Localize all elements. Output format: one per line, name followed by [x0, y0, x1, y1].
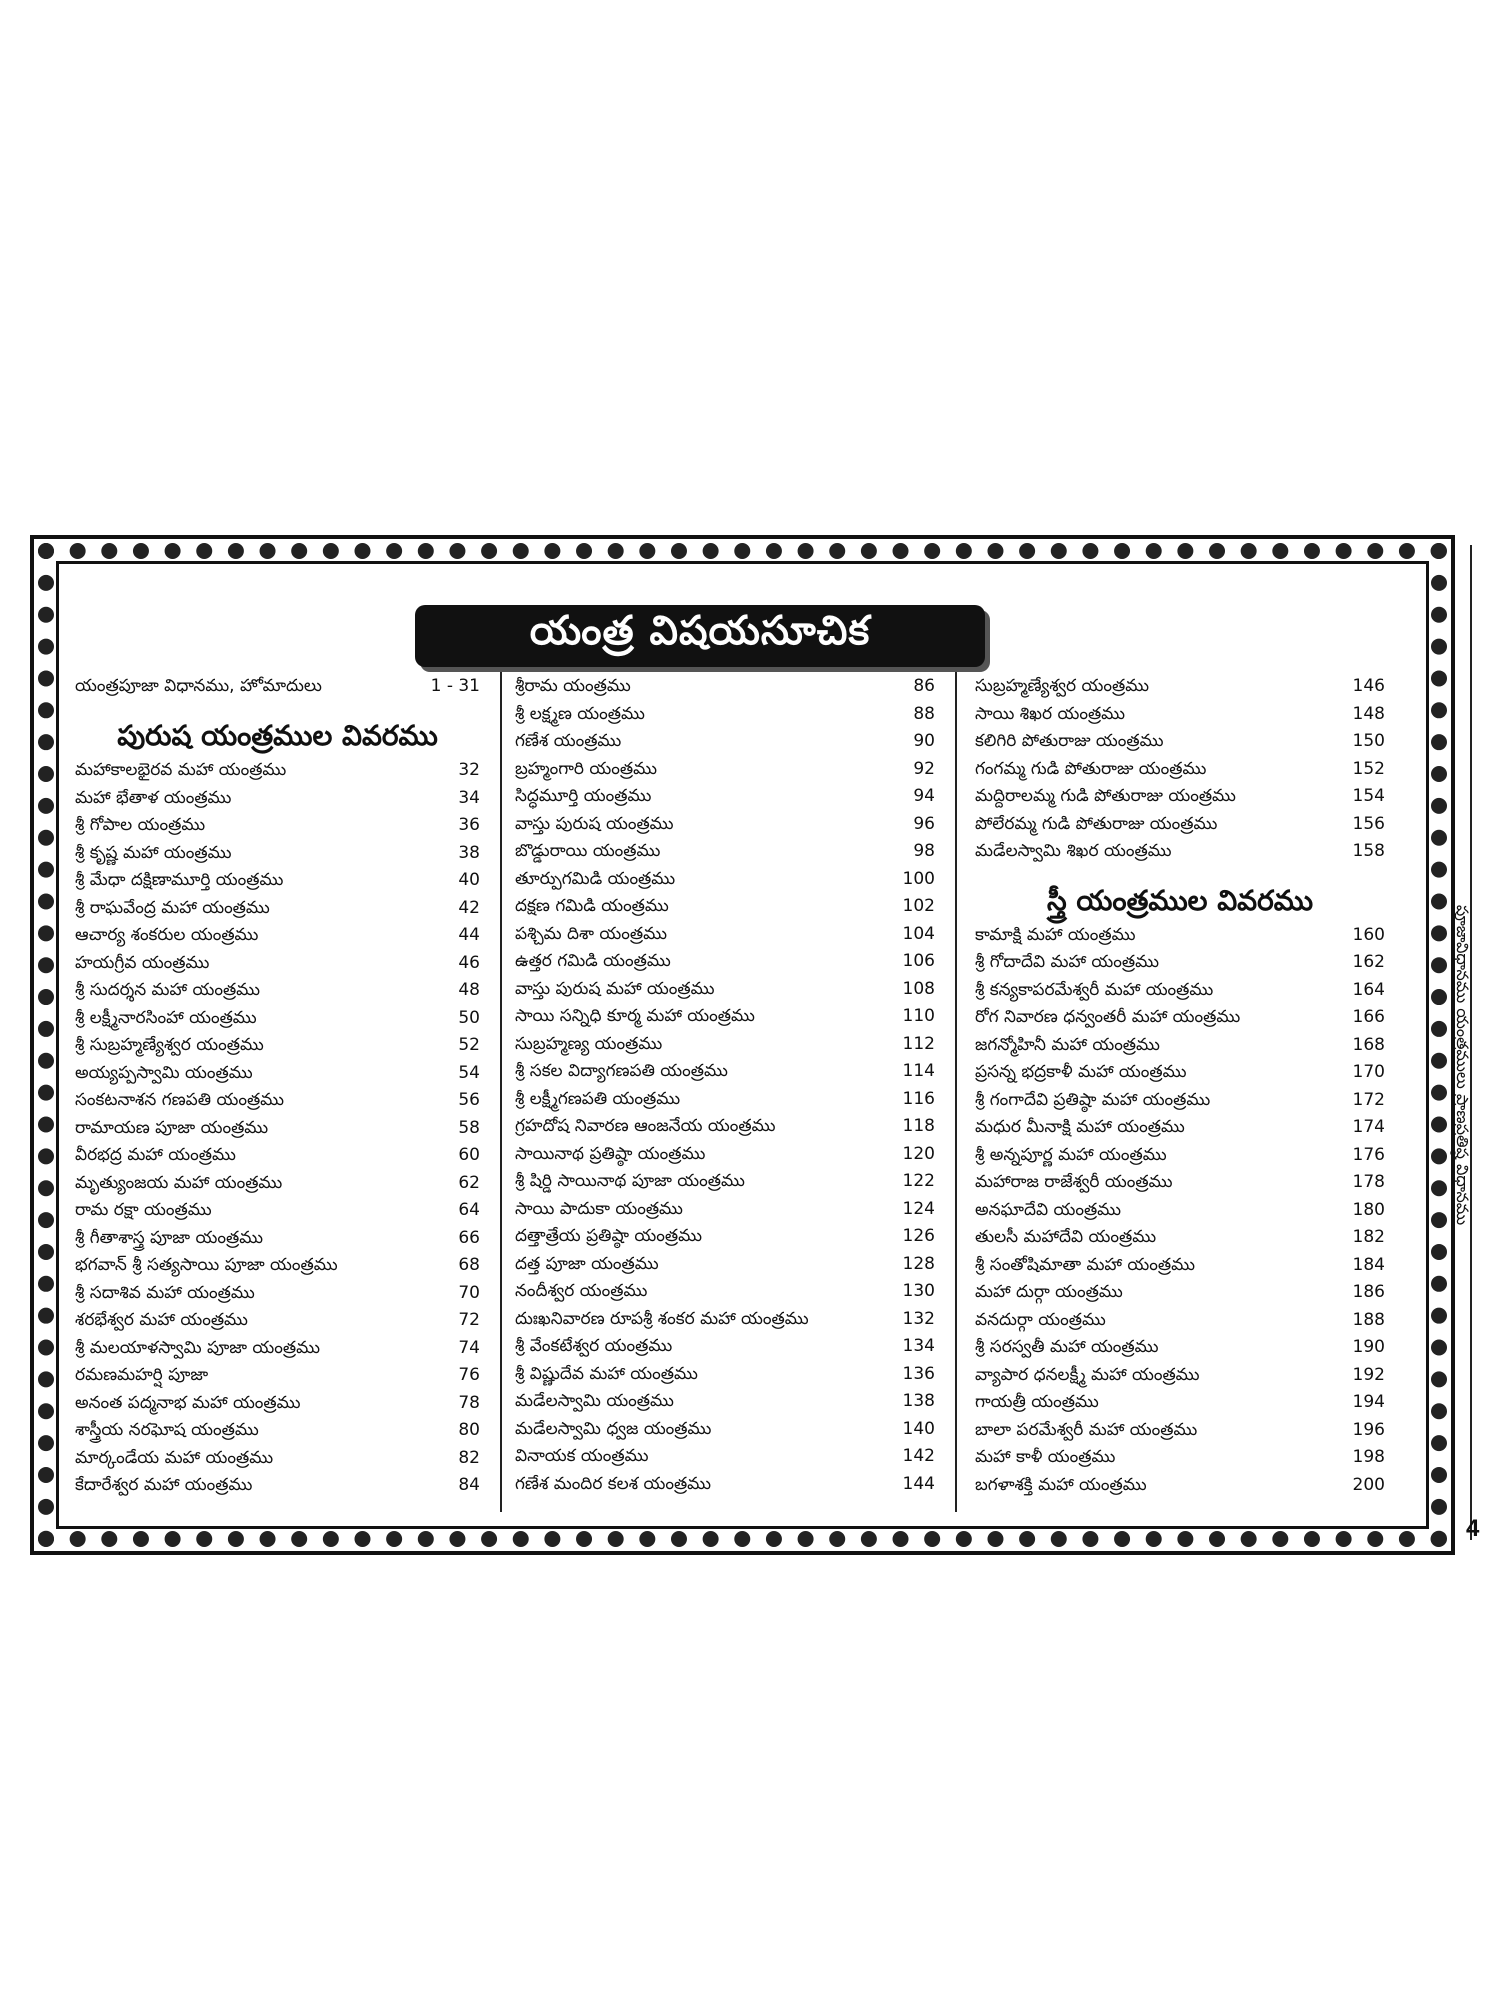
toc-entry — [975, 1310, 1385, 1338]
toc-entry-label: శ్రీ లక్ష్మణ యంత్రము — [515, 703, 645, 724]
toc-entry-label: మడేలస్వామి యంత్రము — [515, 1391, 674, 1411]
toc-entry-page: 1 - 31 — [430, 676, 480, 696]
toc-entry-label: మడేలస్వామి ధ్వజ యంత్రము — [515, 1418, 712, 1439]
toc-entry — [975, 704, 1385, 732]
toc-entry-page: 126 — [902, 1226, 935, 1246]
toc-entry-label: యంత్రపూజా విధానము, హోమాదులు — [75, 676, 322, 696]
toc-entry-label: సాయి పాదుకా యంత్రము — [515, 1198, 683, 1219]
toc-entry-page: 190 — [1352, 1337, 1385, 1357]
toc-entry-page: 98 — [913, 841, 935, 861]
toc-entry — [75, 1310, 480, 1338]
toc-entry-page: 200 — [1352, 1474, 1385, 1495]
toc-entry-label: వ్యాపార ధనలక్ష్మీ మహా యంత్రము — [975, 1364, 1200, 1385]
toc-entry — [975, 1062, 1385, 1090]
toc-entry — [515, 1281, 935, 1309]
toc-entry — [75, 815, 480, 843]
toc-entry-label: మహాకాలభైరవ మహా యంత్రము — [75, 760, 287, 780]
toc-entry-page: 40 — [458, 870, 480, 890]
toc-column-2 — [515, 676, 935, 1512]
toc-entry-label: బొడ్డురాయి యంత్రము — [515, 841, 661, 861]
toc-entry — [975, 1365, 1385, 1393]
toc-entry-page: 104 — [902, 923, 935, 944]
toc-entry-label: హయగ్రీవ యంత్రము — [75, 952, 210, 973]
toc-entry-page: 34 — [458, 787, 480, 808]
toc-entry-label: శ్రీ వేంకటేశ్వర యంత్రము — [515, 1336, 673, 1356]
toc-entry-page: 38 — [458, 842, 480, 863]
page-title: యంత్ర విషయసూచిక — [415, 605, 985, 667]
toc-entry-page: 82 — [458, 1447, 480, 1468]
section-heading-female: స్త్రీ యంత్రముల వివరము — [1046, 883, 1314, 917]
toc-entry — [515, 841, 935, 869]
toc-entry-page: 112 — [902, 1033, 935, 1054]
toc-entry — [515, 896, 935, 924]
toc-entry-page: 66 — [458, 1227, 480, 1248]
toc-entry-page: 50 — [458, 1007, 480, 1028]
toc-entry — [975, 1420, 1385, 1448]
toc-entry-page: 58 — [458, 1117, 480, 1138]
toc-entry — [975, 759, 1385, 787]
toc-entry — [515, 924, 935, 952]
toc-entry-page: 154 — [1352, 786, 1385, 806]
toc-entry-page: 102 — [902, 896, 935, 916]
toc-entry-page: 54 — [458, 1062, 480, 1083]
toc-entry-label: సుబ్రహ్మణ్య యంత్రము — [515, 1033, 663, 1054]
column-divider-2 — [955, 672, 957, 1512]
toc-entry-page: 140 — [902, 1418, 935, 1439]
toc-entry — [75, 925, 480, 953]
toc-entry — [75, 843, 480, 871]
toc-entry-label: రోగ నివారణ ధన్వంతరీ మహా యంత్రము — [975, 1007, 1241, 1027]
toc-entry-label: దత్తాత్రేయ ప్రతిష్ఠా యంత్రము — [515, 1226, 702, 1246]
toc-entry — [975, 1392, 1385, 1420]
toc-entry-page: 162 — [1352, 952, 1385, 972]
toc-entry — [975, 1117, 1385, 1145]
toc-entry-label: శ్రీ సదాశివ మహా యంత్రము — [75, 1282, 255, 1303]
toc-entry-page: 72 — [458, 1310, 480, 1330]
toc-entry-page: 138 — [902, 1391, 935, 1411]
toc-entry-label: గణేశ మందిర కలశ యంత్రము — [515, 1473, 712, 1494]
toc-entry-page: 96 — [913, 813, 935, 834]
toc-entry-label: దత్త పూజా యంత్రము — [515, 1253, 659, 1274]
toc-entry-page: 134 — [902, 1336, 935, 1356]
toc-entry-page: 152 — [1352, 758, 1385, 779]
toc-entry — [975, 1227, 1385, 1255]
toc-entry — [515, 1364, 935, 1392]
toc-entry-label: మృత్యుంజయ మహా యంత్రము — [75, 1172, 283, 1193]
toc-entry-page: 172 — [1352, 1089, 1385, 1110]
toc-entry-label: బ్రహ్మంగారి యంత్రము — [515, 758, 657, 779]
toc-entry-label: వనదుర్గా యంత్రము — [975, 1309, 1106, 1330]
toc-entry-label: శ్రీ గంగాదేవి ప్రతిష్ఠా మహా యంత్రము — [975, 1089, 1211, 1110]
toc-entry — [975, 1172, 1385, 1200]
toc-entry-page: 48 — [458, 980, 480, 1000]
toc-entry — [75, 1255, 480, 1283]
toc-entry-label: సిద్ధమూర్తి యంత్రము — [515, 786, 652, 806]
toc-entry-page: 136 — [902, 1363, 935, 1384]
toc-entry — [75, 1228, 480, 1256]
toc-entry-page: 86 — [913, 676, 935, 696]
toc-entry-page: 170 — [1352, 1062, 1385, 1082]
toc-entry-label: శ్రీ గోదాదేవి మహా యంత్రము — [975, 952, 1159, 972]
toc-entry-label: ఆచార్య శంకరుల యంత్రము — [75, 925, 259, 945]
toc-entry-page: 62 — [458, 1172, 480, 1193]
toc-entry-label: గ్రహదోష నివారణ ఆంజనేయ యంత్రము — [515, 1116, 776, 1136]
toc-entry-page: 46 — [458, 952, 480, 973]
toc-entry-page: 74 — [458, 1337, 480, 1358]
toc-entry — [515, 1144, 935, 1172]
toc-entry-label: తూర్పుగమిడి యంత్రము — [515, 868, 676, 889]
toc-entry-page: 90 — [913, 731, 935, 751]
column-divider-1 — [500, 672, 502, 1512]
toc-entry-page: 118 — [902, 1116, 935, 1136]
toc-list-male-end — [975, 676, 1385, 869]
toc-entry-page: 146 — [1352, 676, 1385, 696]
toc-entry — [975, 786, 1385, 814]
toc-entry-label: దక్షణ గమిడి యంత్రము — [515, 896, 669, 916]
toc-entry — [515, 869, 935, 897]
toc-entry-label: పశ్చిమ దిశా యంత్రము — [515, 923, 667, 944]
toc-entry-page: 186 — [1352, 1282, 1385, 1302]
toc-entry — [75, 1393, 480, 1421]
toc-entry-label: మద్దిరాలమ్మ గుడి పోతురాజు యంత్రము — [975, 786, 1236, 806]
toc-entry-page: 194 — [1352, 1392, 1385, 1412]
toc-entry-page: 132 — [902, 1308, 935, 1329]
toc-entry — [75, 1145, 480, 1173]
toc-entry-page: 106 — [902, 951, 935, 971]
toc-entry-label: పోలేరమ్మ గుడి పోతురాజు యంత్రము — [975, 813, 1218, 834]
toc-entry-label: బగళాశక్తి మహా యంత్రము — [975, 1474, 1147, 1495]
toc-entry-label: సాయినాథ ప్రతిష్ఠా యంత్రము — [515, 1143, 706, 1164]
toc-entry — [975, 952, 1385, 980]
toc-entry-label: వాస్తు పురుష మహా యంత్రము — [515, 978, 715, 999]
toc-entry-label: శ్రీ కన్యకాపరమేశ్వరీ మహా యంత్రము — [975, 979, 1214, 1000]
toc-entry — [975, 1337, 1385, 1365]
toc-entry — [975, 1475, 1385, 1503]
toc-entry-label: శ్రీ లక్ష్మీగణపతి యంత్రము — [515, 1088, 681, 1109]
toc-entry-label: సుబ్రహ్మణ్యేశ్వర యంత్రము — [975, 676, 1150, 696]
toc-entry — [515, 1006, 935, 1034]
toc-entry-label: సాయి శిఖర యంత్రము — [975, 703, 1126, 724]
toc-entry — [515, 1061, 935, 1089]
toc-entry-page: 78 — [458, 1392, 480, 1413]
toc-entry — [515, 759, 935, 787]
toc-entry — [75, 1008, 480, 1036]
toc-entry-page: 144 — [902, 1473, 935, 1494]
toc-entry — [975, 1145, 1385, 1173]
toc-entry-page: 42 — [458, 897, 480, 918]
toc-entry-label: శ్రీ సుదర్శన మహా యంత్రము — [75, 980, 261, 1000]
toc-entry — [515, 731, 935, 759]
toc-entry-page: 64 — [458, 1200, 480, 1220]
toc-entry-page: 116 — [902, 1088, 935, 1109]
toc-entry-label: శ్రీ సరస్వతీ మహా యంత్రము — [975, 1337, 1159, 1357]
toc-entry — [515, 1226, 935, 1254]
toc-entry-label: శ్రీ గోపాల యంత్రము — [75, 815, 206, 835]
toc-entry-label: వీరభద్ర మహా యంత్రము — [75, 1145, 236, 1165]
toc-entry — [75, 1448, 480, 1476]
toc-entry-label: శ్రీ సంతోషిమాతా మహా యంత్రము — [975, 1254, 1195, 1275]
toc-entry-label: మహా దుర్గా యంత్రము — [975, 1282, 1123, 1302]
toc-entry-page: 160 — [1352, 924, 1385, 945]
toc-entry-page: 56 — [458, 1090, 480, 1110]
toc-list-male — [75, 760, 480, 1503]
toc-entry — [75, 870, 480, 898]
toc-entry — [975, 925, 1385, 953]
toc-entry-label: మడేలస్వామి శిఖర యంత్రము — [975, 841, 1172, 861]
toc-entry-page: 188 — [1352, 1309, 1385, 1330]
toc-entry — [515, 1336, 935, 1364]
toc-entry-label: రామ రక్షా యంత్రము — [75, 1200, 212, 1220]
toc-entry — [75, 1283, 480, 1311]
toc-entry-label: నందీశ్వర యంత్రము — [515, 1281, 648, 1301]
toc-entry-page: 76 — [458, 1365, 480, 1385]
toc-column-3 — [975, 676, 1385, 1512]
toc-entry-label: గణేశ యంత్రము — [515, 731, 622, 751]
toc-entry — [75, 1063, 480, 1091]
toc-entry-page: 110 — [902, 1006, 935, 1026]
toc-entry — [975, 1447, 1385, 1475]
toc-entry-label: శ్రీ లక్ష్మీనారసింహా యంత్రము — [75, 1007, 257, 1028]
toc-entry-page: 182 — [1352, 1227, 1385, 1247]
toc-entry-label: మధుర మీనాక్షి మహా యంత్రము — [975, 1117, 1185, 1137]
toc-entry — [75, 1200, 480, 1228]
toc-entry — [975, 1090, 1385, 1118]
toc-entry — [975, 1007, 1385, 1035]
toc-entry — [515, 1199, 935, 1227]
toc-entry-page: 94 — [913, 786, 935, 806]
toc-entry-label: శ్రీ కృష్ణ మహా యంత్రము — [75, 842, 232, 863]
toc-entry — [975, 731, 1385, 759]
toc-entry-label: శ్రీ సకల విద్యాగణపతి యంత్రము — [515, 1061, 728, 1081]
toc-entry-page: 174 — [1352, 1117, 1385, 1137]
toc-entry-label: జగన్మోహినీ మహా యంత్రము — [975, 1034, 1160, 1055]
toc-entry — [75, 1338, 480, 1366]
toc-entry — [515, 1254, 935, 1282]
toc-entry-label: మహారాజ రాజేశ్వరీ యంత్రము — [975, 1172, 1173, 1192]
toc-entry-label: రమణమహర్షి పూజా — [75, 1365, 209, 1385]
toc-entry — [515, 786, 935, 814]
toc-entry-label: ప్రసన్న భద్రకాళీ మహా యంత్రము — [975, 1062, 1187, 1082]
toc-entry-page: 80 — [458, 1420, 480, 1440]
toc-entry-label: శ్రీ మేధా దక్షిణామూర్తి యంత్రము — [75, 870, 284, 890]
toc-entry-label: కలిగిరి పోతురాజు యంత్రము — [975, 731, 1164, 751]
toc-entry — [515, 814, 935, 842]
toc-entry-page: 158 — [1352, 841, 1385, 861]
toc-entry — [515, 676, 935, 704]
toc-list-continued — [515, 676, 935, 1501]
toc-entry-label: కామాక్షి మహా యంత్రము — [975, 924, 1136, 945]
toc-entry — [75, 980, 480, 1008]
toc-entry — [975, 841, 1385, 869]
page-number: 4 — [1466, 1515, 1480, 1542]
toc-entry — [515, 951, 935, 979]
toc-entry-page: 184 — [1352, 1254, 1385, 1275]
toc-entry-label: అయ్యప్పస్వామి యంత్రము — [75, 1062, 253, 1083]
toc-entry — [515, 1034, 935, 1062]
toc-entry-page: 100 — [902, 868, 935, 889]
toc-entry-label: శ్రీ షిర్డి సాయినాథ పూజా యంత్రము — [515, 1171, 745, 1191]
toc-entry — [75, 1035, 480, 1063]
toc-entry-label: అనంత పద్మనాభ మహా యంత్రము — [75, 1392, 301, 1413]
toc-entry-label: శ్రీ మలయాళస్వామి పూజా యంత్రము — [75, 1337, 320, 1358]
toc-entry-label: దుఃఖనివారణ రూపశ్రీ శంకర మహా యంత్రము — [515, 1308, 809, 1329]
toc-column-1 — [75, 676, 480, 1512]
toc-entry-label: వినాయక యంత్రము — [515, 1446, 649, 1466]
toc-entry-label: శరభేశ్వర మహా యంత్రము — [75, 1310, 248, 1330]
toc-entry — [515, 704, 935, 732]
toc-entry — [975, 1035, 1385, 1063]
toc-entry-label: శాస్త్రీయ నరఘోష యంత్రము — [75, 1420, 259, 1440]
toc-entry-page: 192 — [1352, 1364, 1385, 1385]
toc-entry-label: శ్రీ గీతాశాస్త్ర పూజా యంత్రము — [75, 1227, 264, 1248]
toc-entry-label: గాయత్రీ యంత్రము — [975, 1392, 1099, 1412]
toc-entry-page: 150 — [1352, 731, 1385, 751]
toc-entry — [515, 1116, 935, 1144]
toc-entry-page: 70 — [458, 1282, 480, 1303]
section-heading-male: పురుష యంత్రముల వివరము — [117, 719, 438, 752]
toc-entry-page: 196 — [1352, 1419, 1385, 1440]
toc-entry-label: రామాయణ పూజా యంత్రము — [75, 1117, 269, 1138]
toc-entry-label: శ్రీ సుబ్రహ్మణ్యేశ్వర యంత్రము — [75, 1035, 264, 1055]
toc-entry-label: ఉత్తర గమిడి యంత్రము — [515, 951, 671, 971]
toc-entry-page: 168 — [1352, 1034, 1385, 1055]
toc-entry-page: 166 — [1352, 1007, 1385, 1027]
toc-entry-page: 60 — [458, 1145, 480, 1165]
toc-entry — [975, 980, 1385, 1008]
toc-entry — [75, 1090, 480, 1118]
toc-entry-page: 36 — [458, 815, 480, 835]
toc-entry-page: 44 — [458, 925, 480, 945]
toc-entry — [515, 979, 935, 1007]
toc-entry-label: సాయి సన్నిధి కూర్మ మహా యంత్రము — [515, 1006, 755, 1026]
toc-entry — [975, 814, 1385, 842]
toc-entry-label: మహా భేతాళ యంత్రము — [75, 787, 232, 808]
toc-entry-label: శ్రీ రాఘవేంద్ర మహా యంత్రము — [75, 897, 270, 918]
toc-entry-page: 156 — [1352, 813, 1385, 834]
toc-entry-page: 52 — [458, 1035, 480, 1055]
toc-entry-page: 108 — [902, 978, 935, 999]
toc-entry-label: శ్రీరామ యంత్రము — [515, 676, 631, 696]
toc-entry-label: సంకటనాశన గణపతి యంత్రము — [75, 1090, 285, 1110]
toc-entry-page: 88 — [913, 703, 935, 724]
toc-entry — [75, 788, 480, 816]
toc-entry — [975, 1200, 1385, 1228]
toc-entry — [975, 1282, 1385, 1310]
toc-entry-label: అనఘాదేవి యంత్రము — [975, 1199, 1122, 1220]
toc-entry-page: 180 — [1352, 1199, 1385, 1220]
toc-entry — [75, 1475, 480, 1503]
toc-entry-page: 124 — [902, 1198, 935, 1219]
toc-entry-label: మహా కాళీ యంత్రము — [975, 1447, 1116, 1467]
toc-entry-page: 142 — [902, 1446, 935, 1466]
toc-entry — [75, 1365, 480, 1393]
toc-entry — [515, 1391, 935, 1419]
toc-entry-label: శ్రీ అన్నపూర్ణ మహా యంత్రము — [975, 1144, 1167, 1165]
toc-entry-page: 68 — [458, 1255, 480, 1275]
toc-entry — [75, 953, 480, 981]
toc-entry-label: మార్కండేయ మహా యంత్రము — [75, 1447, 274, 1468]
toc-entry-label: బాలా పరమేశ్వరీ మహా యంత్రము — [975, 1419, 1198, 1440]
toc-entry-page: 198 — [1352, 1447, 1385, 1467]
toc-entry — [75, 760, 480, 788]
toc-entry — [515, 1446, 935, 1474]
toc-entry — [515, 1419, 935, 1447]
toc-list-female — [975, 925, 1385, 1503]
toc-entry — [75, 1118, 480, 1146]
toc-entry-page: 178 — [1352, 1172, 1385, 1192]
toc-entry-label: కేదారేశ్వర మహా యంత్రము — [75, 1475, 253, 1495]
toc-entry — [975, 676, 1385, 704]
toc-entry-page: 32 — [458, 760, 480, 780]
toc-intro-row — [75, 676, 480, 712]
toc-entry-label: శ్రీ విష్ణుదేవ మహా యంత్రము — [515, 1363, 698, 1384]
toc-entry-page: 164 — [1352, 979, 1385, 1000]
side-caption: పూజావిధానము యంత్రములు ప్రాణప్రతిష్ఠ విధానము — [1453, 904, 1472, 1226]
toc-entry-page: 114 — [902, 1061, 935, 1081]
toc-entry-page: 122 — [902, 1171, 935, 1191]
toc-entry — [75, 1420, 480, 1448]
toc-entry — [975, 1255, 1385, 1283]
toc-entry — [75, 898, 480, 926]
toc-entry-page: 176 — [1352, 1144, 1385, 1165]
toc-entry — [515, 1474, 935, 1502]
toc-entry-page: 120 — [902, 1143, 935, 1164]
toc-entry-page: 92 — [913, 758, 935, 779]
toc-entry-label: తులసీ మహాదేవి యంత్రము — [975, 1227, 1157, 1247]
toc-entry-page: 128 — [902, 1253, 935, 1274]
toc-entry — [515, 1089, 935, 1117]
toc-entry-page: 130 — [902, 1281, 935, 1301]
toc-entry — [515, 1309, 935, 1337]
toc-entry — [515, 1171, 935, 1199]
toc-entry-label: భగవాన్ శ్రీ సత్యసాయి పూజా యంత్రము — [75, 1255, 338, 1275]
toc-entry-page: 148 — [1352, 703, 1385, 724]
toc-entry — [75, 1173, 480, 1201]
toc-entry-label: గంగమ్మ గుడి పోతురాజు యంత్రము — [975, 758, 1207, 779]
toc-entry-label: వాస్తు పురుష యంత్రము — [515, 813, 674, 834]
toc-entry-page: 84 — [458, 1475, 480, 1495]
